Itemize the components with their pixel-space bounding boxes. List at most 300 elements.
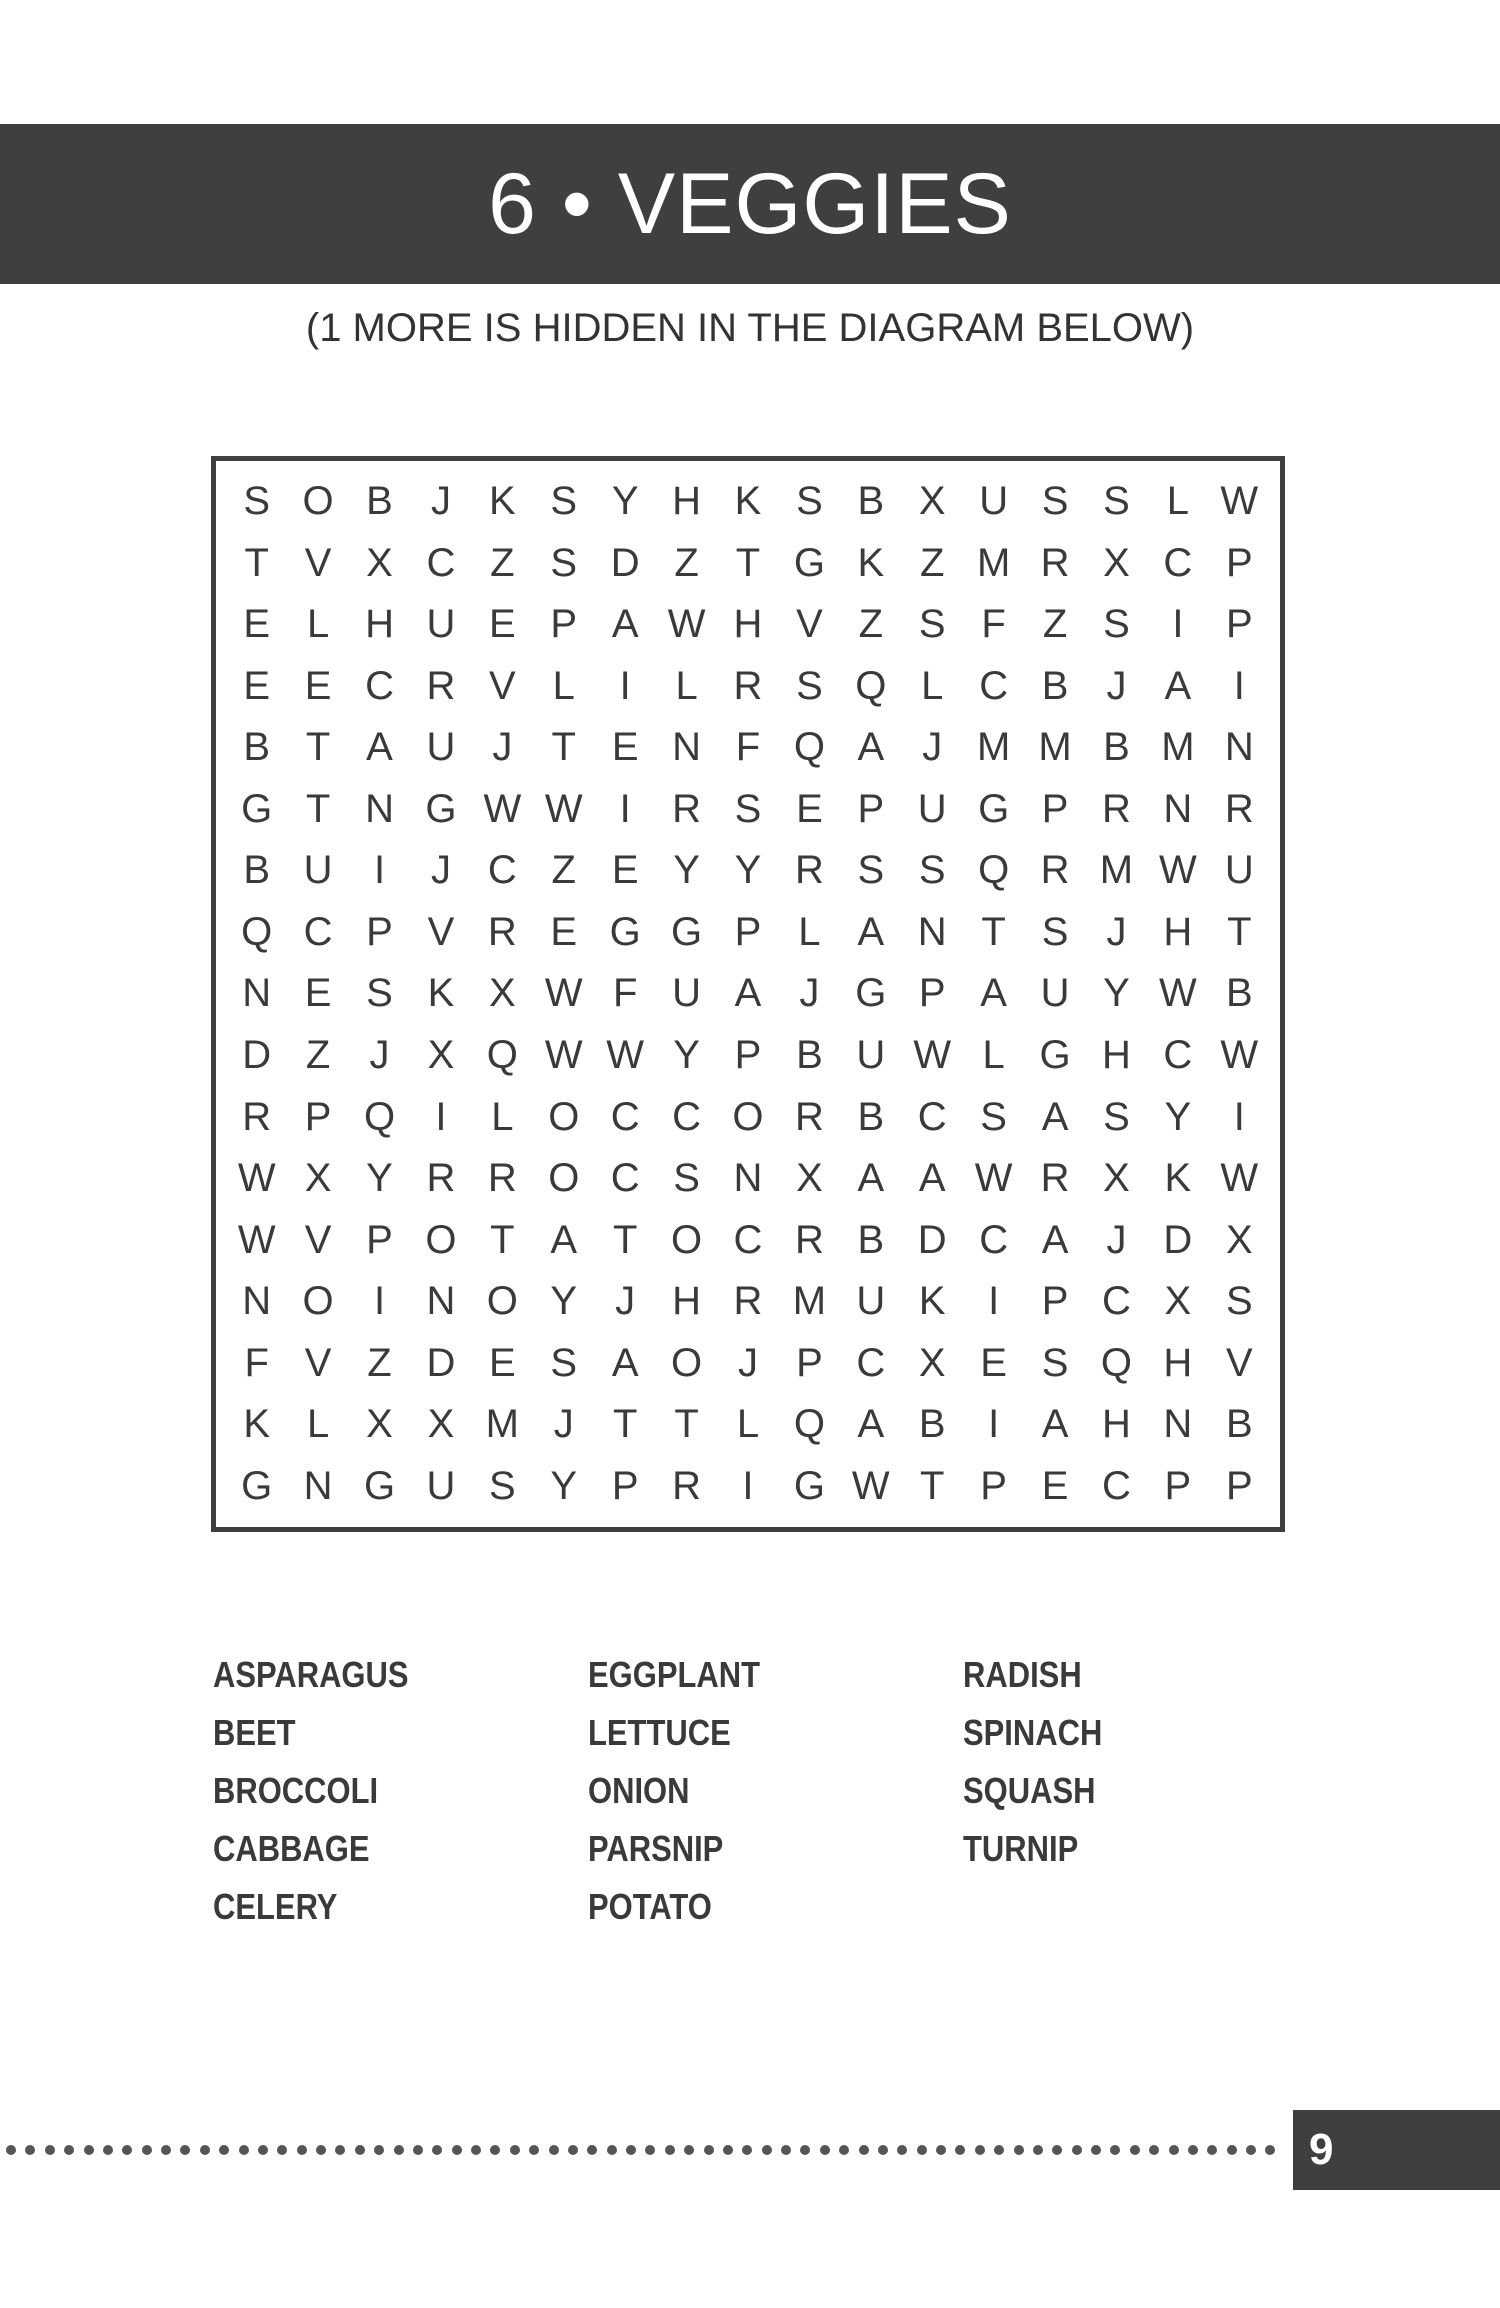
grid-letter: J — [615, 1279, 636, 1324]
grid-letter: P — [1041, 1279, 1069, 1324]
grid-letter: S — [796, 479, 823, 524]
word-list-column-2 — [588, 1646, 948, 1936]
grid-letter: R — [1040, 540, 1070, 585]
grid-letter: P — [734, 1033, 762, 1078]
divider-dot — [645, 2145, 655, 2155]
grid-letter: W — [974, 1156, 1013, 1201]
grid-letter: M — [976, 725, 1011, 770]
grid-letter: R — [733, 1279, 763, 1324]
grid-letter: N — [672, 725, 702, 770]
divider-dot — [335, 2145, 345, 2155]
grid-letter: M — [1038, 725, 1072, 770]
grid-letter: C — [610, 1094, 640, 1139]
word-list-item: CABBAGE — [213, 1828, 370, 1869]
divider-dot — [704, 2145, 714, 2155]
grid-letter: M — [1099, 848, 1134, 893]
grid-letter: X — [366, 1402, 393, 1447]
grid-letter: G — [855, 971, 887, 1016]
divider-dot — [1052, 2145, 1062, 2155]
grid-letter: A — [611, 1340, 639, 1385]
grid-letter: R — [794, 1217, 824, 1262]
grid-letter: L — [491, 1094, 514, 1139]
grid-letter: E — [611, 848, 639, 893]
grid-letter: N — [303, 1463, 333, 1508]
grid-letter: C — [856, 1340, 886, 1385]
grid-letter: L — [1166, 479, 1189, 524]
grid-letter: J — [1106, 909, 1127, 954]
divider-dot — [1014, 2145, 1024, 2155]
grid-letter: Y — [611, 479, 639, 524]
grid-letter: I — [1233, 1094, 1245, 1139]
grid-letter: M — [1161, 725, 1195, 770]
grid-letter: P — [796, 1340, 823, 1385]
word-search-grid — [226, 471, 1270, 1517]
word-search-grid-frame — [211, 456, 1285, 1532]
grid-letter: U — [1040, 971, 1070, 1016]
grid-letter: T — [305, 786, 331, 831]
divider-dot — [316, 2145, 326, 2155]
grid-letter: Q — [793, 1402, 825, 1447]
grid-letter: R — [733, 663, 763, 708]
grid-letter: A — [550, 1217, 578, 1262]
grid-letter: X — [366, 540, 393, 585]
grid-letter: R — [1040, 848, 1070, 893]
grid-letter: U — [672, 971, 702, 1016]
grid-letter: A — [1164, 663, 1192, 708]
grid-letter: Z — [551, 848, 576, 893]
divider-dot — [1246, 2145, 1256, 2155]
grid-letter: H — [365, 602, 394, 647]
title-bar — [0, 124, 1500, 284]
grid-letter: S — [918, 848, 946, 893]
grid-letter: T — [1227, 909, 1252, 954]
word-list-item: PARSNIP — [588, 1828, 724, 1869]
grid-letter: S — [366, 971, 393, 1016]
grid-letter: I — [988, 1279, 1000, 1324]
grid-letter: I — [619, 786, 631, 831]
divider-dot — [762, 2145, 772, 2155]
grid-letter: B — [857, 479, 885, 524]
grid-letter: C — [917, 1094, 947, 1139]
grid-letter: U — [303, 848, 333, 893]
grid-letter: G — [363, 1463, 396, 1508]
word-list-column-3 — [963, 1646, 1323, 1878]
divider-dot — [684, 2145, 694, 2155]
grid-letter: N — [1163, 786, 1193, 831]
grid-letter: P — [1225, 540, 1253, 585]
grid-letter: E — [304, 663, 332, 708]
divider-dot — [161, 2145, 171, 2155]
grid-letter: I — [742, 1463, 754, 1508]
grid-letter: A — [857, 909, 885, 954]
grid-letter: T — [920, 1463, 945, 1508]
divider-dot — [955, 2145, 965, 2155]
grid-letter: S — [1041, 479, 1069, 524]
grid-letter: Z — [367, 1340, 392, 1385]
grid-letter: D — [1163, 1217, 1193, 1262]
grid-letter: U — [979, 479, 1009, 524]
grid-letter: B — [918, 1402, 946, 1447]
grid-letter: G — [1039, 1033, 1071, 1078]
grid-letter: J — [492, 725, 513, 770]
grid-letter: R — [794, 1094, 824, 1139]
grid-letter: S — [918, 602, 946, 647]
grid-letter: N — [1224, 725, 1254, 770]
grid-letter: W — [544, 786, 583, 831]
page-title: 6 • VEGGIES — [488, 155, 1012, 252]
grid-letter: G — [793, 1463, 825, 1508]
grid-letter: T — [674, 1402, 699, 1447]
grid-letter: W — [1158, 848, 1197, 893]
grid-letter: E — [980, 1340, 1007, 1385]
divider-dot — [471, 2145, 481, 2155]
grid-letter: R — [242, 1094, 272, 1139]
divider-dot — [1169, 2145, 1179, 2155]
grid-letter: S — [796, 663, 823, 708]
grid-letter: N — [917, 909, 947, 954]
grid-letter: D — [426, 1340, 456, 1385]
grid-letter: F — [981, 602, 1006, 647]
grid-letter: B — [857, 1217, 885, 1262]
divider-dot — [1110, 2145, 1120, 2155]
grid-letter: E — [489, 602, 516, 647]
grid-letter: O — [548, 1156, 580, 1201]
grid-letter: I — [1172, 602, 1184, 647]
divider-dot — [1130, 2145, 1140, 2155]
grid-letter: K — [734, 479, 762, 524]
divider-dot — [1207, 2145, 1217, 2155]
grid-letter: T — [244, 540, 269, 585]
grid-letter: C — [979, 663, 1009, 708]
grid-letter: V — [304, 540, 332, 585]
grid-letter: N — [1163, 1402, 1193, 1447]
divider-dot — [917, 2145, 927, 2155]
grid-letter: R — [672, 786, 702, 831]
grid-letter: S — [550, 479, 578, 524]
divider-dot — [1091, 2145, 1101, 2155]
grid-letter: X — [427, 1402, 455, 1447]
divider-dot — [239, 2145, 249, 2155]
grid-letter: I — [435, 1094, 447, 1139]
grid-letter: X — [918, 1340, 946, 1385]
grid-letter: V — [1225, 1340, 1253, 1385]
grid-letter: W — [237, 1156, 276, 1201]
grid-letter: D — [242, 1033, 272, 1078]
grid-letter: P — [918, 971, 946, 1016]
grid-letter: R — [672, 1463, 702, 1508]
grid-letter: R — [1102, 786, 1131, 831]
grid-letter: A — [1041, 1094, 1069, 1139]
grid-letter: E — [796, 786, 823, 831]
grid-letter: M — [485, 1402, 519, 1447]
grid-letter: B — [243, 848, 271, 893]
grid-letter: Y — [734, 848, 762, 893]
page-number-tab — [1293, 2110, 1500, 2190]
divider-dot — [1033, 2145, 1043, 2155]
grid-letter: Z — [305, 1033, 331, 1078]
word-list-item: POTATO — [588, 1886, 712, 1927]
divider-dot — [355, 2145, 365, 2155]
grid-letter: E — [489, 1340, 516, 1385]
grid-letter: G — [241, 786, 273, 831]
grid-letter: J — [737, 1340, 758, 1385]
grid-letter: A — [1041, 1217, 1069, 1262]
grid-letter: J — [1106, 1217, 1127, 1262]
grid-letter: W — [483, 786, 522, 831]
word-list-item: BEET — [213, 1712, 296, 1753]
divider-dot — [122, 2145, 132, 2155]
grid-letter: U — [856, 1279, 886, 1324]
grid-letter: Q — [978, 848, 1010, 893]
grid-letter: Z — [674, 540, 699, 585]
grid-letter: Q — [1100, 1340, 1133, 1385]
grid-letter: S — [980, 1094, 1007, 1139]
grid-letter: D — [610, 540, 640, 585]
grid-letter: W — [913, 1033, 952, 1078]
grid-letter: H — [1163, 909, 1193, 954]
divider-dot — [25, 2145, 35, 2155]
divider-dot — [1188, 2145, 1198, 2155]
divider-dot — [1265, 2145, 1275, 2155]
grid-letter: P — [857, 786, 885, 831]
grid-letter: M — [976, 540, 1011, 585]
grid-letter: W — [1158, 971, 1197, 1016]
divider-dot — [6, 2145, 16, 2155]
grid-letter: W — [1220, 479, 1259, 524]
grid-letter: Y — [550, 1279, 578, 1324]
grid-letter: S — [1103, 479, 1130, 524]
grid-letter: Y — [673, 1033, 700, 1078]
grid-letter: K — [427, 971, 455, 1016]
grid-letter: L — [921, 663, 944, 708]
page-number: 9 — [1309, 2125, 1334, 2174]
grid-letter: R — [487, 909, 517, 954]
grid-letter: Y — [366, 1156, 393, 1201]
grid-letter: E — [611, 725, 639, 770]
grid-letter: S — [1041, 909, 1069, 954]
grid-letter: R — [1224, 786, 1254, 831]
grid-letter: K — [857, 540, 885, 585]
grid-letter: Q — [793, 725, 825, 770]
grid-letter: L — [798, 909, 821, 954]
grid-letter: U — [856, 1033, 886, 1078]
grid-letter: T — [612, 1217, 638, 1262]
grid-letter: K — [489, 479, 516, 524]
grid-letter: A — [1041, 1402, 1069, 1447]
divider-dot — [820, 2145, 830, 2155]
grid-letter: Y — [550, 1463, 578, 1508]
grid-letter: O — [425, 1217, 457, 1262]
grid-letter: X — [1164, 1279, 1192, 1324]
grid-letter: W — [606, 1033, 645, 1078]
grid-letter: R — [426, 1156, 456, 1201]
divider-dot — [432, 2145, 442, 2155]
grid-letter: Y — [1164, 1094, 1192, 1139]
grid-letter: J — [553, 1402, 574, 1447]
grid-letter: S — [673, 1156, 700, 1201]
word-list-item: CELERY — [213, 1886, 338, 1927]
grid-letter: C — [303, 909, 333, 954]
divider-dot — [297, 2145, 307, 2155]
grid-letter: H — [1163, 1340, 1193, 1385]
grid-letter: S — [550, 540, 578, 585]
grid-letter: A — [980, 971, 1007, 1016]
grid-letter: L — [306, 602, 330, 647]
grid-letter: W — [851, 1463, 890, 1508]
divider-dot — [200, 2145, 210, 2155]
grid-letter: P — [1225, 602, 1253, 647]
grid-letter: S — [243, 479, 271, 524]
grid-letter: G — [978, 786, 1010, 831]
grid-letter: B — [1041, 663, 1069, 708]
divider-dot — [142, 2145, 152, 2155]
word-list-item: SQUASH — [963, 1770, 1096, 1811]
grid-letter: A — [734, 971, 762, 1016]
grid-letter: W — [1220, 1156, 1259, 1201]
grid-letter: X — [304, 1156, 332, 1201]
divider-dot — [374, 2145, 384, 2155]
grid-letter: B — [857, 1094, 885, 1139]
grid-letter: H — [672, 479, 702, 524]
grid-letter: V — [427, 909, 455, 954]
grid-letter: P — [734, 909, 762, 954]
grid-letter: O — [302, 479, 334, 524]
grid-letter: C — [1102, 1279, 1131, 1324]
grid-letter: Q — [363, 1094, 396, 1139]
grid-letter: I — [988, 1402, 1000, 1447]
grid-letter: I — [373, 1279, 386, 1324]
grid-letter: O — [486, 1279, 518, 1324]
divider-dot — [742, 2145, 752, 2155]
grid-letter: X — [796, 1156, 823, 1201]
puzzle-instruction: (1 MORE IS HIDDEN IN THE DIAGRAM BELOW) — [305, 306, 1195, 350]
grid-letter: N — [242, 1279, 272, 1324]
grid-letter: Z — [1042, 602, 1068, 647]
grid-letter: A — [857, 1402, 885, 1447]
grid-letter: X — [1103, 540, 1130, 585]
grid-letter: J — [1106, 663, 1127, 708]
grid-letter: M — [792, 1279, 827, 1324]
divider-dot — [839, 2145, 849, 2155]
grid-letter: F — [612, 971, 638, 1016]
grid-letter: E — [1041, 1463, 1069, 1508]
grid-letter: X — [489, 971, 516, 1016]
divider-dot — [549, 2145, 559, 2155]
dotted-divider — [6, 2138, 1276, 2162]
grid-letter: H — [672, 1279, 702, 1324]
grid-letter: G — [241, 1463, 273, 1508]
grid-letter: C — [1102, 1463, 1131, 1508]
grid-letter: P — [611, 1463, 639, 1508]
divider-dot — [975, 2145, 985, 2155]
grid-letter: P — [1164, 1463, 1192, 1508]
grid-letter: B — [1225, 1402, 1253, 1447]
grid-letter: F — [244, 1340, 269, 1385]
grid-letter: V — [304, 1340, 332, 1385]
divider-dot — [1072, 2145, 1082, 2155]
grid-letter: T — [735, 540, 761, 585]
grid-letter: O — [671, 1217, 703, 1262]
grid-letter: O — [302, 1279, 334, 1324]
grid-letter: C — [365, 663, 394, 708]
word-list-column-1 — [213, 1646, 573, 1936]
grid-letter: C — [733, 1217, 763, 1262]
divider-dot — [936, 2145, 946, 2155]
word-list-item: ASPARAGUS — [213, 1654, 409, 1695]
grid-letter: I — [373, 848, 386, 893]
divider-dot — [180, 2145, 190, 2155]
divider-dot — [607, 2145, 617, 2155]
grid-letter: R — [794, 848, 824, 893]
grid-letter: B — [366, 479, 393, 524]
grid-letter: O — [548, 1094, 580, 1139]
divider-dot — [800, 2145, 810, 2155]
grid-letter: Z — [858, 602, 884, 647]
grid-letter: C — [979, 1217, 1009, 1262]
grid-letter: W — [544, 971, 583, 1016]
grid-letter: N — [733, 1156, 763, 1201]
grid-letter: T — [612, 1402, 638, 1447]
grid-letter: P — [550, 602, 578, 647]
grid-letter: E — [243, 663, 271, 708]
grid-letter: J — [922, 725, 943, 770]
divider-dot — [64, 2145, 74, 2155]
grid-letter: N — [365, 786, 394, 831]
word-list-item: TURNIP — [963, 1828, 1079, 1869]
grid-letter: S — [550, 1340, 578, 1385]
grid-letter: G — [609, 909, 641, 954]
word-list-item: LETTUCE — [588, 1712, 731, 1753]
divider-dot — [587, 2145, 597, 2155]
divider-dot — [277, 2145, 287, 2155]
grid-letter: K — [1164, 1156, 1192, 1201]
grid-letter: H — [733, 602, 763, 647]
divider-dot — [490, 2145, 500, 2155]
grid-letter: Y — [673, 848, 700, 893]
divider-dot — [568, 2145, 578, 2155]
grid-letter: R — [487, 1156, 517, 1201]
word-list-item: RADISH — [963, 1654, 1082, 1695]
grid-letter: C — [672, 1094, 702, 1139]
grid-letter: E — [243, 602, 271, 647]
grid-letter: S — [1041, 1340, 1069, 1385]
grid-letter: Z — [490, 540, 515, 585]
grid-letter: S — [1103, 602, 1130, 647]
grid-letter: S — [734, 786, 762, 831]
grid-letter: W — [667, 602, 706, 647]
grid-letter: Q — [241, 909, 273, 954]
divider-dot — [103, 2145, 113, 2155]
divider-dot — [452, 2145, 462, 2155]
divider-dot — [394, 2145, 404, 2155]
grid-letter: S — [1103, 1094, 1130, 1139]
grid-letter: X — [918, 479, 946, 524]
grid-letter: H — [1102, 1033, 1131, 1078]
grid-letter: J — [799, 971, 820, 1016]
grid-letter: T — [551, 725, 576, 770]
divider-dot — [878, 2145, 888, 2155]
grid-letter: J — [430, 479, 451, 524]
divider-dot — [626, 2145, 636, 2155]
grid-letter: U — [1224, 848, 1254, 893]
divider-dot — [219, 2145, 229, 2155]
grid-letter: Y — [1103, 971, 1130, 1016]
grid-letter: D — [917, 1217, 947, 1262]
grid-letter: A — [857, 725, 885, 770]
grid-letter: A — [857, 1156, 885, 1201]
grid-letter: V — [489, 663, 516, 708]
grid-letter: P — [304, 1094, 332, 1139]
